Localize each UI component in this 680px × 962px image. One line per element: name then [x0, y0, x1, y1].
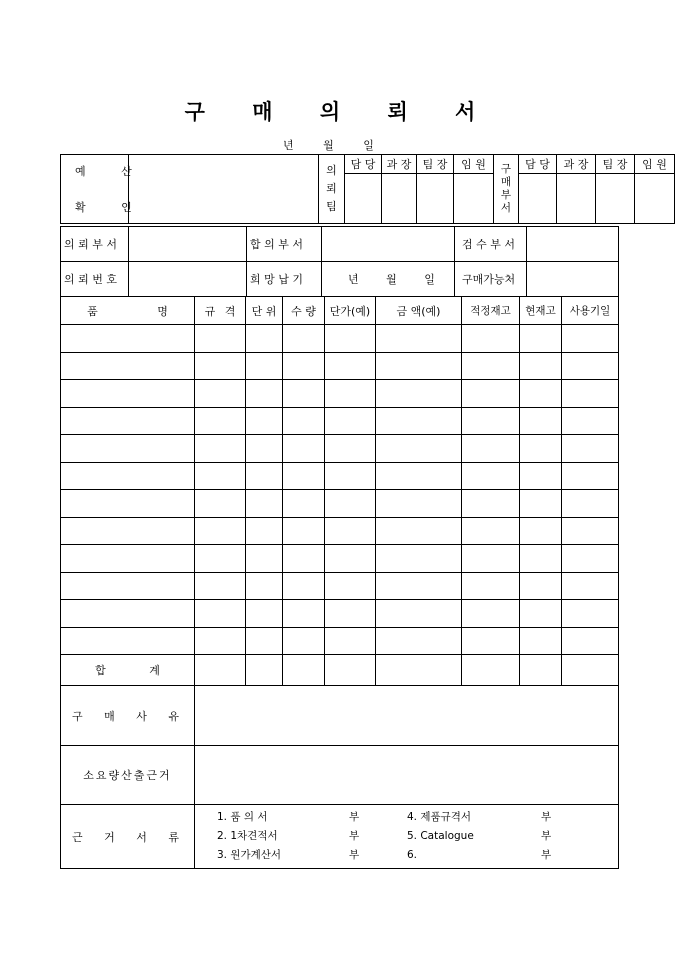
total-cell[interactable] [520, 655, 562, 686]
item-cell[interactable] [562, 462, 619, 490]
item-row [61, 490, 619, 518]
item-cell[interactable] [283, 462, 325, 490]
item-cell[interactable] [61, 517, 195, 545]
item-cell[interactable] [520, 462, 562, 490]
budget-confirm-input[interactable] [129, 155, 319, 224]
item-cell[interactable] [325, 600, 376, 628]
item-cell[interactable] [61, 545, 195, 573]
item-cell[interactable] [246, 352, 283, 380]
item-cell[interactable] [283, 545, 325, 573]
item-cell[interactable] [195, 517, 246, 545]
item-cell[interactable] [61, 490, 195, 518]
quantity-basis-label: 소요량산출근거 [61, 746, 195, 805]
purchase-sign-header-1: 담 당 [519, 155, 557, 174]
item-cell[interactable] [283, 352, 325, 380]
item-cell[interactable] [61, 352, 195, 380]
item-cell[interactable] [376, 380, 462, 408]
item-cell[interactable] [462, 352, 520, 380]
budget-label: 예 산 [75, 165, 136, 178]
doc-unit: 부 [541, 811, 552, 823]
request-sign-box[interactable] [417, 174, 454, 224]
item-cell[interactable] [376, 407, 462, 435]
item-cell[interactable] [195, 545, 246, 573]
item-cell[interactable] [61, 462, 195, 490]
item-cell[interactable] [520, 517, 562, 545]
request-sign-header-2: 과 장 [382, 155, 417, 174]
item-cell[interactable] [246, 572, 283, 600]
desired-delivery-label: 희 망 납 기 [247, 262, 322, 297]
item-cell[interactable] [520, 545, 562, 573]
confirm-label: 확 인 [75, 201, 136, 214]
item-cell[interactable] [246, 600, 283, 628]
total-cell[interactable] [562, 655, 619, 686]
item-cell[interactable] [562, 572, 619, 600]
purchase-sign-box[interactable] [596, 174, 635, 224]
vendor-input[interactable] [527, 262, 619, 297]
purchase-dept-label: 구 매 부 서 [494, 155, 519, 224]
item-row [61, 407, 619, 435]
item-cell[interactable] [462, 600, 520, 628]
header-item-name: 품 명 [61, 297, 195, 325]
item-row [61, 462, 619, 490]
item-cell[interactable] [246, 545, 283, 573]
item-cell[interactable] [520, 490, 562, 518]
header-spec: 규 격 [195, 297, 246, 325]
item-cell[interactable] [520, 325, 562, 353]
doc-name: 1. 품 의 서 [217, 811, 268, 823]
doc-unit: 부 [349, 811, 360, 823]
item-cell[interactable] [562, 380, 619, 408]
item-cell[interactable] [562, 325, 619, 353]
request-sign-box[interactable] [454, 174, 494, 224]
item-cell[interactable] [520, 352, 562, 380]
doc-row [217, 808, 618, 827]
item-row [61, 545, 619, 573]
total-cell[interactable] [195, 655, 246, 686]
purchase-reason-input[interactable] [195, 686, 619, 746]
item-cell[interactable] [283, 435, 325, 463]
header-current-stock: 현재고 [520, 297, 562, 325]
item-row [61, 627, 619, 655]
total-cell[interactable] [283, 655, 325, 686]
item-cell[interactable] [562, 627, 619, 655]
item-cell[interactable] [325, 407, 376, 435]
item-cell[interactable] [195, 627, 246, 655]
inspection-dept-input[interactable] [527, 227, 619, 262]
header-unit: 단 위 [246, 297, 283, 325]
item-cell[interactable] [462, 572, 520, 600]
item-cell[interactable] [376, 545, 462, 573]
item-cell[interactable] [195, 435, 246, 463]
item-cell[interactable] [283, 517, 325, 545]
request-no-input[interactable] [129, 262, 247, 297]
request-sign-box[interactable] [382, 174, 417, 224]
item-cell[interactable] [376, 462, 462, 490]
item-cell[interactable] [61, 325, 195, 353]
item-cell[interactable] [462, 517, 520, 545]
item-cell[interactable] [562, 435, 619, 463]
approval-table [60, 154, 675, 224]
item-row [61, 380, 619, 408]
cooperation-dept-input[interactable] [322, 227, 455, 262]
item-cell[interactable] [283, 380, 325, 408]
item-cell[interactable] [462, 490, 520, 518]
quantity-basis-input[interactable] [195, 746, 619, 805]
item-cell[interactable] [325, 380, 376, 408]
doc-unit: 부 [349, 849, 360, 861]
request-sign-header-1: 담 당 [345, 155, 382, 174]
doc-row [217, 846, 618, 865]
item-cell[interactable] [283, 572, 325, 600]
item-row [61, 572, 619, 600]
item-cell[interactable] [246, 325, 283, 353]
item-cell[interactable] [462, 435, 520, 463]
header-amount: 금 액(예) [376, 297, 462, 325]
item-cell[interactable] [61, 572, 195, 600]
request-dept-label: 의 뢰 부 서 [61, 227, 129, 262]
total-cell[interactable] [246, 655, 283, 686]
desired-delivery-input[interactable]: 년 월 일 [322, 262, 455, 297]
item-cell[interactable] [462, 407, 520, 435]
item-cell[interactable] [283, 407, 325, 435]
header-proper-stock: 적정재고 [462, 297, 520, 325]
item-cell[interactable] [376, 517, 462, 545]
request-sign-box[interactable] [345, 174, 382, 224]
item-cell[interactable] [246, 517, 283, 545]
item-cell[interactable] [376, 572, 462, 600]
item-cell[interactable] [325, 572, 376, 600]
doc-name: 3. 원가계산서 [217, 849, 282, 861]
doc-unit: 부 [349, 830, 360, 842]
item-cell[interactable] [325, 352, 376, 380]
item-row [61, 352, 619, 380]
item-cell[interactable] [562, 490, 619, 518]
budget-confirm-cell [61, 155, 136, 224]
cooperation-dept-label: 합 의 부 서 [247, 227, 322, 262]
doc-unit: 부 [541, 830, 552, 842]
item-cell[interactable] [376, 325, 462, 353]
item-cell[interactable] [520, 435, 562, 463]
doc-name: 5. Catalogue [407, 830, 474, 842]
doc-name: 6. [407, 849, 418, 861]
request-team-label: 의 뢰 팀 [319, 155, 345, 224]
item-cell[interactable] [195, 380, 246, 408]
item-cell[interactable] [520, 380, 562, 408]
item-row [61, 435, 619, 463]
item-cell[interactable] [246, 435, 283, 463]
request-sign-header-4: 임 원 [454, 155, 494, 174]
item-row [61, 517, 619, 545]
purchase-sign-header-4: 임 원 [635, 155, 675, 174]
item-cell[interactable] [283, 325, 325, 353]
item-cell[interactable] [195, 572, 246, 600]
total-cell[interactable] [462, 655, 520, 686]
item-cell[interactable] [325, 462, 376, 490]
item-cell[interactable] [520, 407, 562, 435]
doc-name: 2. 1차견적서 [217, 830, 278, 842]
purchase-sign-header-2: 과 장 [557, 155, 596, 174]
item-cell[interactable] [195, 490, 246, 518]
item-cell[interactable] [61, 380, 195, 408]
item-cell[interactable] [462, 325, 520, 353]
header-quantity: 수 량 [283, 297, 325, 325]
info-table [60, 226, 619, 297]
purchase-sign-box[interactable] [557, 174, 596, 224]
request-no-label: 의 뢰 번 호 [61, 262, 129, 297]
item-cell[interactable] [562, 517, 619, 545]
item-cell[interactable] [246, 380, 283, 408]
inspection-dept-label: 검 수 부 서 [455, 227, 527, 262]
item-cell[interactable] [325, 545, 376, 573]
item-cell[interactable] [325, 490, 376, 518]
total-cell[interactable] [376, 655, 462, 686]
item-cell[interactable] [376, 600, 462, 628]
document-title: 구 매 의 뢰 서 [184, 99, 496, 124]
item-cell[interactable] [562, 600, 619, 628]
item-cell[interactable] [283, 627, 325, 655]
vendor-label: 구매가능처 [455, 262, 527, 297]
item-cell[interactable] [562, 545, 619, 573]
item-cell[interactable] [462, 380, 520, 408]
basis-docs-label: 근 거 서 류 [61, 805, 195, 869]
item-cell[interactable] [195, 325, 246, 353]
item-cell[interactable] [195, 407, 246, 435]
item-cell[interactable] [61, 435, 195, 463]
item-cell[interactable] [246, 490, 283, 518]
item-cell[interactable] [195, 352, 246, 380]
items-table [60, 296, 619, 869]
item-cell[interactable] [325, 627, 376, 655]
item-cell[interactable] [376, 490, 462, 518]
item-cell[interactable] [520, 572, 562, 600]
purchase-sign-header-3: 팀 장 [596, 155, 635, 174]
basis-docs-list [195, 805, 619, 869]
item-cell[interactable] [195, 462, 246, 490]
item-cell[interactable] [462, 545, 520, 573]
item-row [61, 600, 619, 628]
item-cell[interactable] [376, 627, 462, 655]
item-cell[interactable] [283, 490, 325, 518]
item-cell[interactable] [462, 462, 520, 490]
total-label: 합 계 [61, 655, 195, 686]
item-cell[interactable] [562, 352, 619, 380]
item-rows [61, 325, 619, 655]
purchase-reason-label: 구 매 사 유 [61, 686, 195, 746]
item-cell[interactable] [325, 435, 376, 463]
header-unit-price: 단가(예) [325, 297, 376, 325]
item-row [61, 325, 619, 353]
item-cell[interactable] [61, 627, 195, 655]
item-cell[interactable] [325, 325, 376, 353]
item-cell[interactable] [462, 627, 520, 655]
item-cell[interactable] [283, 600, 325, 628]
purchase-sign-box[interactable] [635, 174, 675, 224]
item-cell[interactable] [61, 600, 195, 628]
item-cell[interactable] [325, 517, 376, 545]
item-cell[interactable] [562, 407, 619, 435]
item-cell[interactable] [376, 435, 462, 463]
item-cell[interactable] [246, 407, 283, 435]
item-cell[interactable] [246, 462, 283, 490]
total-cell[interactable] [325, 655, 376, 686]
item-cell[interactable] [376, 352, 462, 380]
request-dept-input[interactable] [129, 227, 247, 262]
doc-unit: 부 [541, 849, 552, 861]
doc-name: 4. 제품규격서 [407, 811, 472, 823]
doc-row [217, 827, 618, 846]
header-use-date: 사용기일 [562, 297, 619, 325]
item-cell[interactable] [520, 627, 562, 655]
request-sign-header-3: 팀 장 [417, 155, 454, 174]
item-cell[interactable] [246, 627, 283, 655]
item-cell[interactable] [195, 600, 246, 628]
item-cell[interactable] [61, 407, 195, 435]
item-cell[interactable] [520, 600, 562, 628]
purchase-sign-box[interactable] [519, 174, 557, 224]
date-line: 년 월 일 [283, 139, 374, 152]
